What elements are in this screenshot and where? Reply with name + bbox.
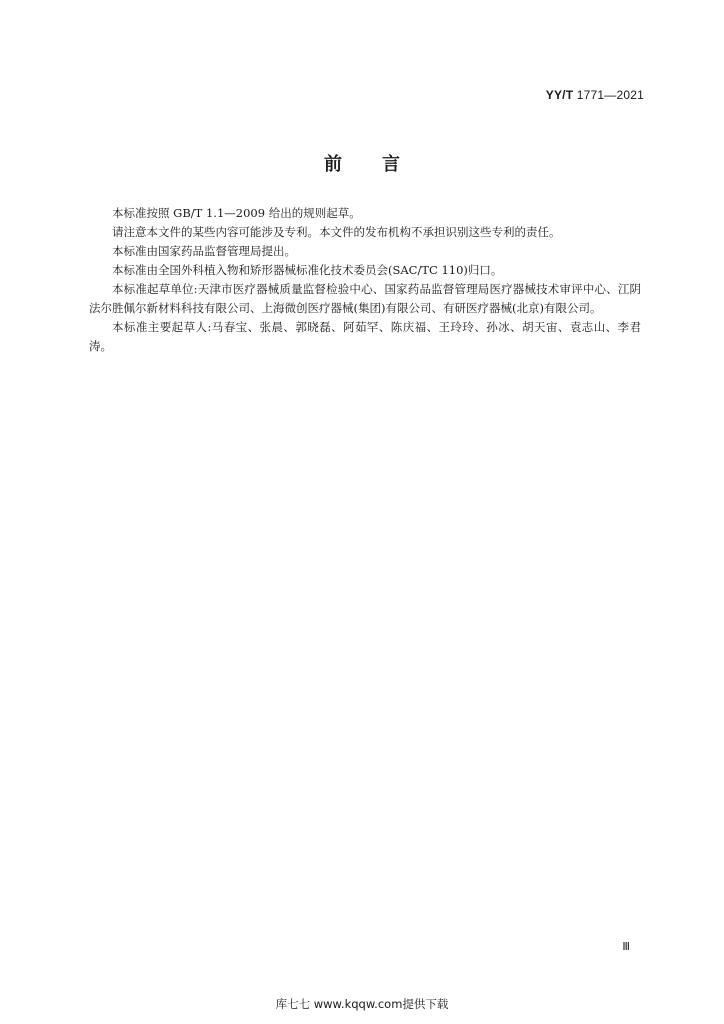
section-title: 前言	[324, 154, 440, 175]
foreword-body	[89, 204, 641, 356]
paragraph-drafting-rules: 本标准按照 GB/T 1.1—2009 给出的规则起草。	[112, 206, 361, 220]
download-footer: 库七七 www.kqqw.com提供下载	[275, 997, 449, 1011]
standard-code	[546, 88, 644, 102]
standard-code-prefix: YY/T	[545, 88, 574, 102]
paragraph-proposed-by: 本标准由国家药品监督管理局提出。	[112, 244, 296, 258]
paragraph-centralized-by: 本标准由全国外科植入物和矫形器械标准化技术委员会(SAC/TC 110)归口。	[112, 263, 503, 277]
paragraph-drafting-units: 本标准起草单位:天津市医疗器械质量监督检验中心、国家药品监督管理局医疗器械技术审评中心、江阴法尔胜佩尔新材料科技有限公司、上海微创医疗器械(集团)有限公司、有研医疗器械(北京)有限公司。	[89, 282, 641, 315]
paragraph-patent-notice: 请注意本文件的某些内容可能涉及专利。本文件的发布机构不承担识别这些专利的责任。	[112, 225, 561, 239]
standard-code-number: 1771—2021	[576, 88, 644, 102]
page-number: Ⅲ	[622, 941, 630, 953]
paragraph-drafters: 本标准主要起草人:马春宝、张晨、郭晓磊、阿茹罕、陈庆福、王玲玲、孙冰、胡天宙、袁志山、李君涛。	[89, 320, 641, 353]
